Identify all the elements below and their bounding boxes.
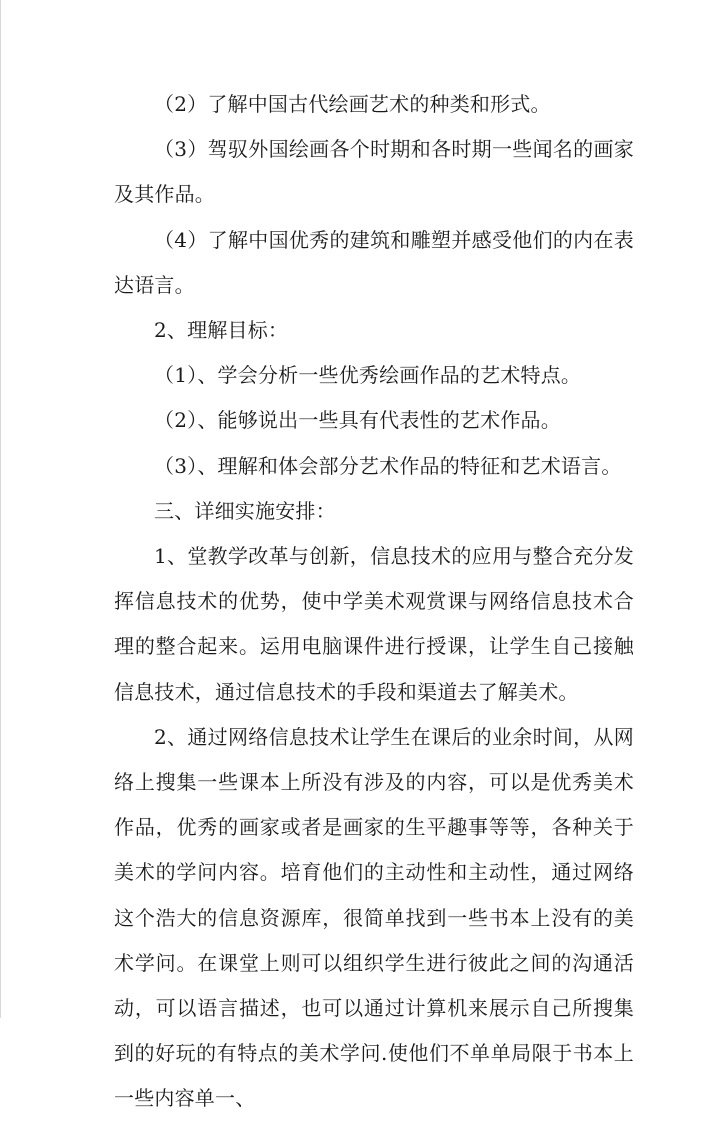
paragraph-understanding-1: （1）、学会分析一些优秀绘画作品的艺术特点。	[154, 363, 582, 388]
paragraph-understanding-3: （3）、理解和体会部分艺术作品的特征和艺术语言。	[154, 453, 622, 478]
paragraph-implementation-1: 1、堂教学改革与创新，信息技术的应用与整合充分发挥信息技术的优势，使中学美术观赏课与网络信息技术合理的整合起来。运用电脑课件进行授课，让学生自己接触信息技术，通过信息技术的手段和渠道去了解美术。	[114, 544, 634, 704]
paragraph-goal-4: （4）了解中国优秀的建筑和雕塑并感受他们的内在表达语言。	[114, 227, 634, 297]
paragraph-goal-3: （3）驾驭外国绘画各个时期和各时期一些闻名的画家及其作品。	[114, 137, 634, 207]
section-heading-implementation: 三、详细实施安排：	[154, 498, 336, 523]
document-body	[114, 82, 634, 1122]
paragraph-understanding-2: （2）、能够说出一些具有代表性的艺术作品。	[154, 408, 561, 433]
paragraph-implementation-2: 2、通过网络信息技术让学生在课后的业余时间，从网络上搜集一些课本上所没有涉及的内容，可以是优秀美术作品，优秀的画家或者是画家的生平趣事等等，各种关于美术的学问内容。培育他们的主动性和主动性，通过网络这个浩大的信息资源库，很简单找到一些书本上没有的美术学问。在课堂上则可以组织学生进行彼此之间的沟通活动，可以语言描述，也可以通过计算机来展示自己所搜集到的好玩的有特点的美术学问.使他们不单单局限于书本上一些内容单一、	[114, 724, 634, 1111]
paragraph-goal-2: （2）了解中国古代绘画艺术的种类和形式。	[154, 92, 551, 116]
section-heading-understanding-goals: 2、理解目标：	[154, 318, 289, 343]
